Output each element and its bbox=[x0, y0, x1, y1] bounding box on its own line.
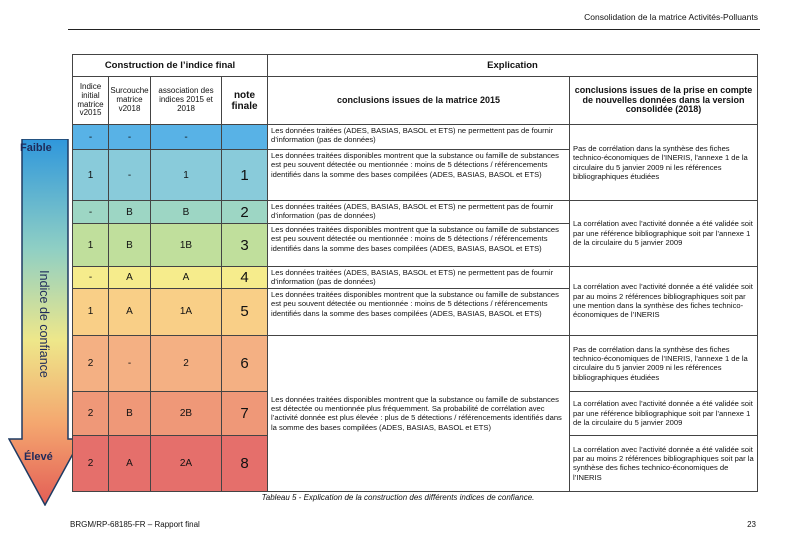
table-row bbox=[73, 267, 758, 289]
cell-indice: - bbox=[73, 125, 109, 150]
col-header-conclusions-2015: conclusions issues de la matrice 2015 bbox=[268, 77, 570, 125]
cell-indice: 2 bbox=[73, 435, 109, 491]
col-header-surcouche-2018: Surcouche matrice v2018 bbox=[109, 77, 151, 125]
arrow-label-low: Faible bbox=[20, 142, 52, 154]
cell-association: 2B bbox=[151, 391, 222, 435]
cell-note: 5 bbox=[222, 288, 268, 335]
cell-surcouche: - bbox=[109, 125, 151, 150]
table-row bbox=[73, 335, 758, 391]
cell-indice: 1 bbox=[73, 150, 109, 201]
cell-conclusion-2018: La corrélation avec l’activité donnée a été validée soit par au moins 2 références bibliographiques soit par la synthèse des fiches technico-économiques de l’INERIS bbox=[570, 435, 758, 491]
cell-association: 2 bbox=[151, 335, 222, 391]
cell-conclusion-2015: Les données traitées disponibles montrent que la substance ou famille de substances est peu souvent détectée ou mentionnée : moins de 5 détections / référencements identifiés dans la somme des bases compilées (ADES, BASIAS, BASOL et ETS) bbox=[268, 288, 570, 335]
cell-association: 2A bbox=[151, 435, 222, 491]
cell-conclusion-2018: La corrélation avec l’activité donnée a été validée soit par au moins 2 références bibliographiques soit par une mention dans la synthèse des fiches technico-économiques de l’INERIS bbox=[570, 267, 758, 336]
cell-conclusion-2015: Les données traitées (ADES, BASIAS, BASOL et ETS) ne permettent pas de fournir d’information (pas de données) bbox=[268, 267, 570, 289]
running-header-title: Consolidation de la matrice Activités-Polluants bbox=[584, 12, 758, 22]
header-divider bbox=[68, 29, 760, 30]
arrow-axis-label: Indice de confiance bbox=[37, 270, 51, 378]
cell-note: 7 bbox=[222, 391, 268, 435]
arrow-label-high: Élevé bbox=[24, 451, 53, 463]
group-header-construction: Construction de l’indice final bbox=[73, 55, 268, 77]
footer-page-number: 23 bbox=[747, 520, 756, 529]
cell-association: B bbox=[151, 201, 222, 224]
cell-association: 1 bbox=[151, 150, 222, 201]
cell-note: 2 bbox=[222, 201, 268, 224]
cell-indice: 2 bbox=[73, 391, 109, 435]
cell-association: - bbox=[151, 125, 222, 150]
cell-note bbox=[222, 125, 268, 150]
cell-conclusion-2018: La corrélation avec l’activité donnée a été validée soit par une référence bibliographique soit par l’annexe 1 de la circulaire du 5 janvier 2009 bbox=[570, 391, 758, 435]
cell-note: 1 bbox=[222, 150, 268, 201]
table-group-header bbox=[73, 55, 758, 77]
cell-conclusion-2015: Les données traitées disponibles montrent que la substance ou famille de substances est peu souvent détectée ou mentionnée : moins de 5 détections / référencements identifiés dans la somme des bases compilées (ADES, BASIAS, BASOL et ETS) bbox=[268, 150, 570, 201]
table-row bbox=[73, 125, 758, 150]
cell-note: 8 bbox=[222, 435, 268, 491]
cell-surcouche: - bbox=[109, 335, 151, 391]
cell-indice: 2 bbox=[73, 335, 109, 391]
cell-conclusion-2018: Pas de corrélation dans la synthèse des fiches technico-économiques de l’INERIS, l’annexe 1 de la circulaire du 5 janvier 2009 ni les références bibliographiques étudiées bbox=[570, 335, 758, 391]
cell-conclusion-2018: Pas de corrélation dans la synthèse des fiches technico-économiques de l’INERIS, l’annexe 1 de la circulaire du 5 janvier 2009 ni les références bibliographiques étudiées bbox=[570, 125, 758, 201]
cell-indice: 1 bbox=[73, 224, 109, 267]
cell-association: 1B bbox=[151, 224, 222, 267]
cell-surcouche: B bbox=[109, 201, 151, 224]
cell-indice: - bbox=[73, 201, 109, 224]
col-header-indice-2015: Indice initial matrice v2015 bbox=[73, 77, 109, 125]
col-header-conclusions-2018: conclusions issues de la prise en compte de nouvelles données dans la version consolidée (2018) bbox=[570, 77, 758, 125]
cell-conclusion-2018: La corrélation avec l’activité donnée a été validée soit par une référence bibliographique soit par l’annexe 1 de la circulaire du 5 janvier 2009 bbox=[570, 201, 758, 267]
cell-indice: - bbox=[73, 267, 109, 289]
cell-surcouche: B bbox=[109, 391, 151, 435]
cell-association: A bbox=[151, 267, 222, 289]
confidence-index-table bbox=[72, 54, 758, 492]
cell-surcouche: A bbox=[109, 267, 151, 289]
cell-conclusion-2015-high: Les données traitées disponibles montrent que la substance ou famille de substances est détectée ou mentionnée plus fréquemment. Sa probabilité de corrélation avec l’activité donnée est plus élevée : plus de 5 détections / référencements identifiés dans la somme des bases compilées (ADES, BASIAS, BASOL et ETS) bbox=[268, 335, 570, 491]
cell-surcouche: A bbox=[109, 435, 151, 491]
table-caption: Tableau 5 - Explication de la construction des différents indices de confiance. bbox=[261, 493, 535, 502]
cell-surcouche: A bbox=[109, 288, 151, 335]
group-header-explication: Explication bbox=[268, 55, 758, 77]
footer-report-id: BRGM/RP-68185-FR – Rapport final bbox=[70, 520, 200, 529]
cell-surcouche: B bbox=[109, 224, 151, 267]
cell-indice: 1 bbox=[73, 288, 109, 335]
cell-conclusion-2015: Les données traitées (ADES, BASIAS, BASOL et ETS) ne permettent pas de fournir d’information (pas de données) bbox=[268, 201, 570, 224]
cell-note: 3 bbox=[222, 224, 268, 267]
col-header-note-finale: note finale bbox=[222, 77, 268, 125]
cell-note: 4 bbox=[222, 267, 268, 289]
col-header-association: association des indices 2015 et 2018 bbox=[151, 77, 222, 125]
cell-note: 6 bbox=[222, 335, 268, 391]
table-column-header bbox=[73, 77, 758, 125]
table-row bbox=[73, 201, 758, 224]
cell-association: 1A bbox=[151, 288, 222, 335]
cell-surcouche: - bbox=[109, 150, 151, 201]
cell-conclusion-2015: Les données traitées (ADES, BASIAS, BASOL et ETS) ne permettent pas de fournir d’information (pas de données) bbox=[268, 125, 570, 150]
cell-conclusion-2015: Les données traitées disponibles montrent que la substance ou famille de substances est peu souvent détectée ou mentionnée : moins de 5 détections / référencements identifiés dans la somme des bases compilées (ADES, BASIAS, BASOL et ETS) bbox=[268, 224, 570, 267]
